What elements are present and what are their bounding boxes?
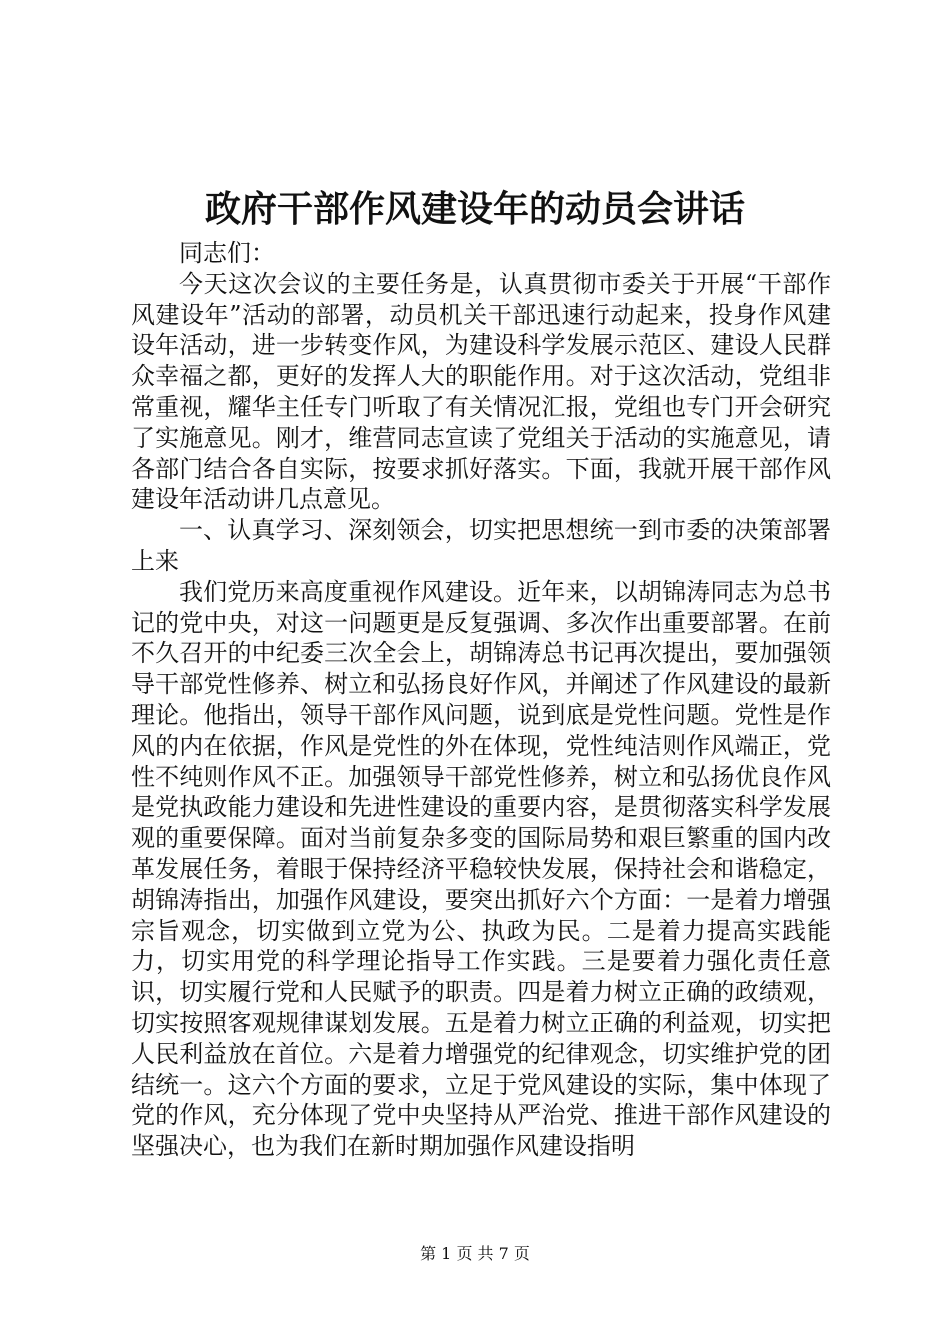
salutation: 同志们： bbox=[179, 239, 275, 267]
body-paragraph: 我们党历来高度重视作风建设。近年来，以胡锦涛同志为总书记的党中央，对这一问题更是反复强调、多次作出重要部署。在前不久召开的中纪委三次全会上，胡锦涛总书记再次提出，要加强领导干部党性修养、树立和弘扬良好作风，并阐述了作风建设的最新理论。他指出，领导干部作风问题，说到底是党性问题。党性是作风的内在依据，作风是党性的外在体现，党性纯洁则作风端正，党性不纯则作风不正。加强领导干部党性修养，树立和弘扬优良作风是党执政能力建设和先进性建设的重要内容，是贯彻落实科学发展观的重要保障。面对当前复杂多变的国际局势和艰巨繁重的国内改革发展任务，着眼于保持经济平稳较快发展，保持社会和谐稳定，胡锦涛指出，加强作风建设，要突出抓好六个方面：一是着力增强宗旨观念，切实做到立党为公、执政为民。二是着力提高实践能力，切实用党的科学理论指导工作实践。三是要着力强化责任意识，切实履行党和人民赋予的职责。四是着力树立正确的政绩观，切实按照客观规律谋划发展。五是着力树立正确的利益观，切实把人民利益放在首位。六是着力增强党的纪律观念，切实维护党的团结统一。这六个方面的要求，立足于党风建设的实际，集中体现了党的作风，充分体现了党中央坚持从严治党、推进干部作风建设的坚强决心，也为我们在新时期加强作风建设指明 bbox=[131, 577, 831, 1161]
document-title: 政府干部作风建设年的动员会讲话 bbox=[204, 188, 745, 230]
page-number: 第 1 页 共 7 页 bbox=[420, 1244, 530, 1263]
body-paragraph: 今天这次会议的主要任务是，认真贯彻市委关于开展“干部作风建设年”活动的部署，动员机关干部迅速行动起来，投身作风建设年活动，进一步转变作风，为建设科学发展示范区、建设人民群众幸福之都，更好的发挥人大的职能作用。对于这次活动，党组非常重视，耀华主任专门听取了有关情况汇报，党组也专门开会研究了实施意见。刚才，维营同志宣读了党组关于活动的实施意见，请各部门结合各自实际，按要求抓好落实。下面，我就开展干部作风建设年活动讲几点意见。 bbox=[131, 269, 831, 514]
section-heading: 一、认真学习、深刻领会，切实把思想统一到市委的决策部署上来 bbox=[131, 516, 831, 575]
document-body bbox=[131, 238, 831, 1162]
